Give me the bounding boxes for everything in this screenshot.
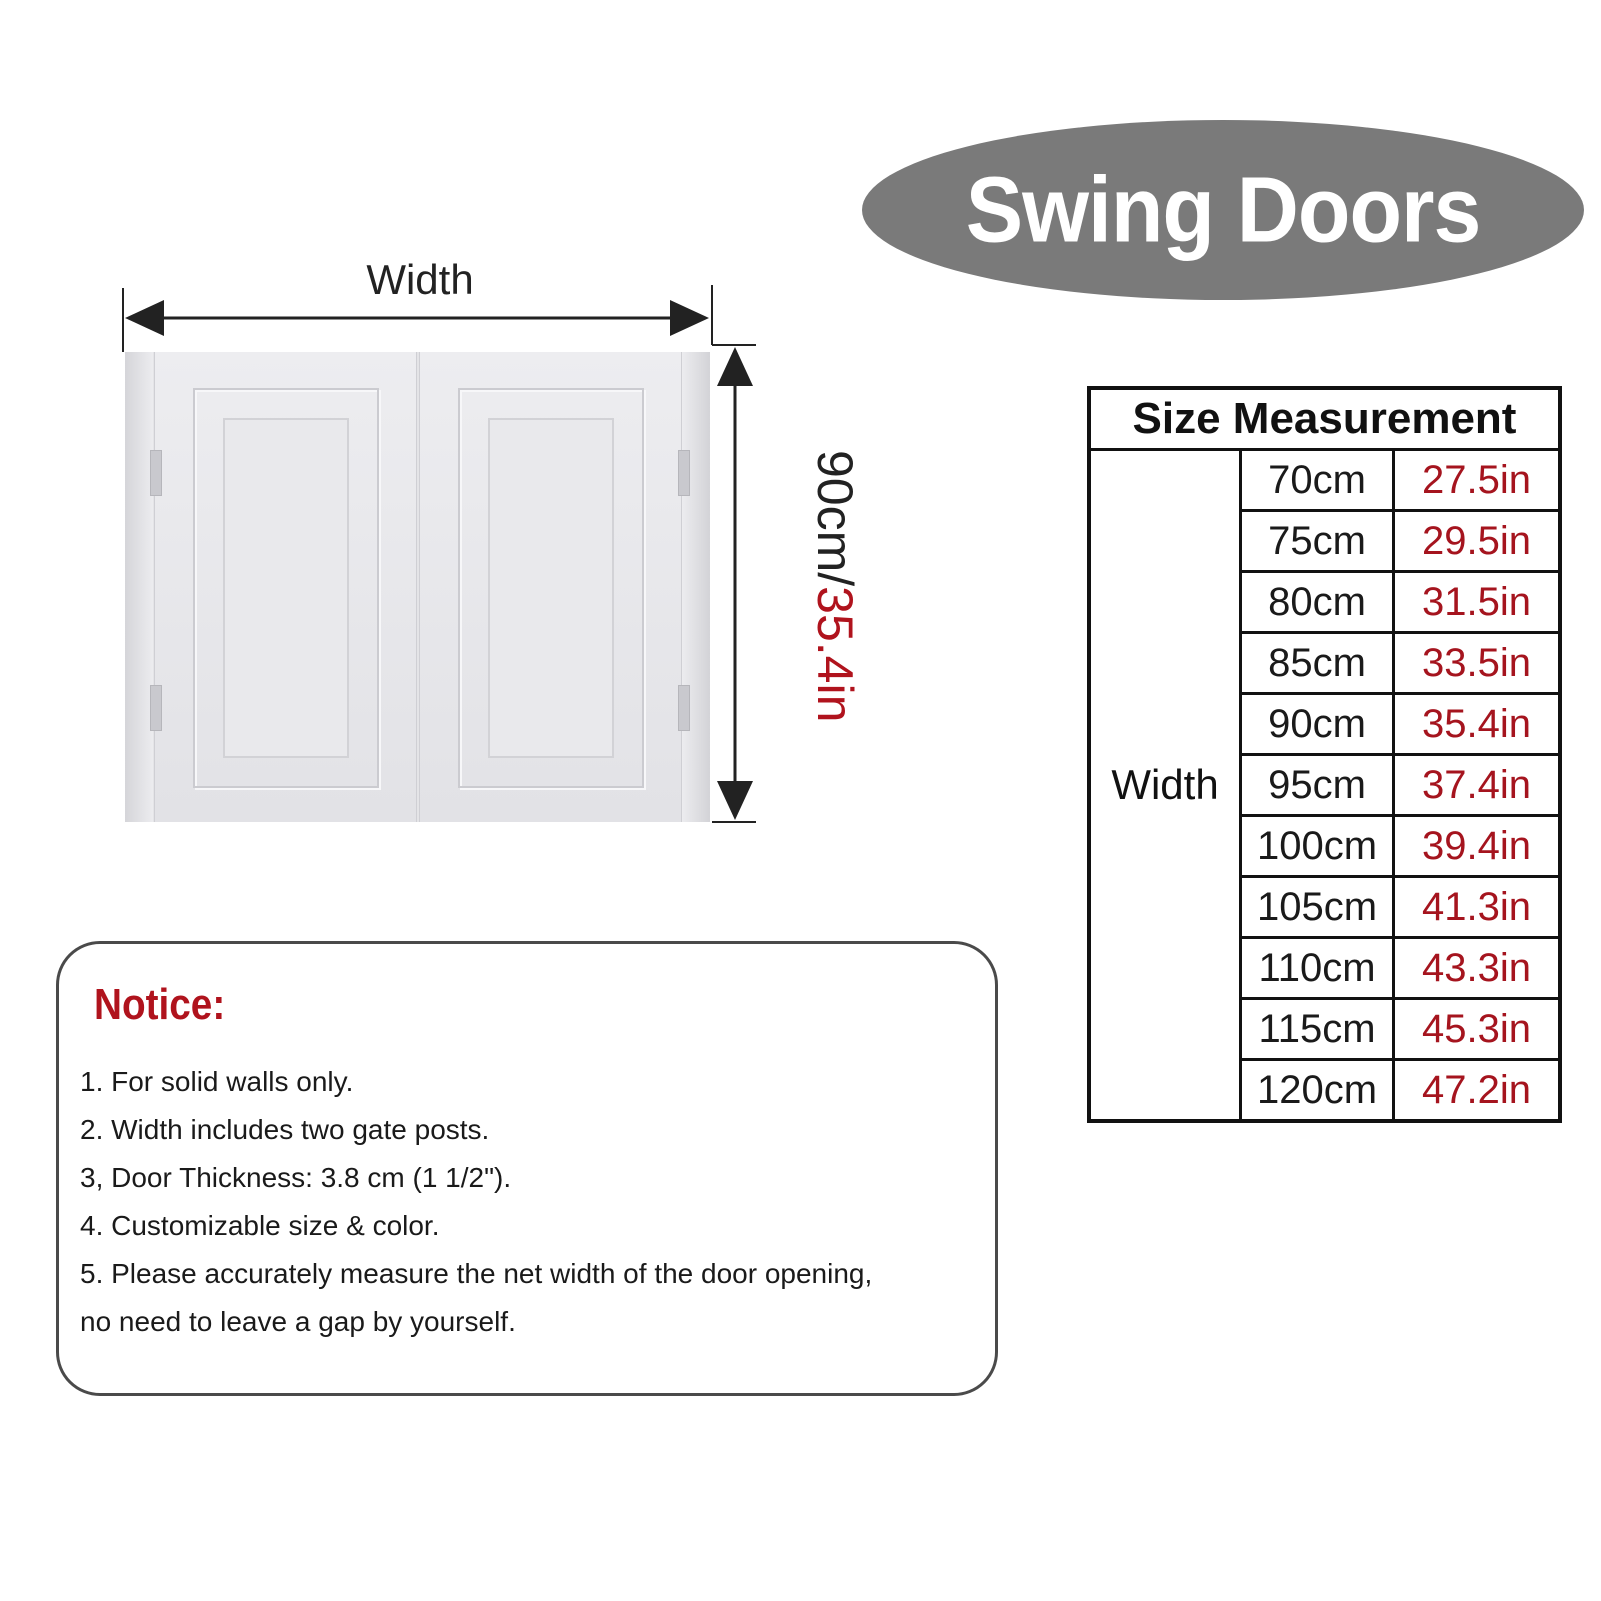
notice-item: 1. For solid walls only. — [80, 1066, 354, 1097]
cm-cell: 105cm — [1241, 877, 1394, 938]
inch-cell: 41.3in — [1394, 877, 1561, 938]
notice-item: 4. Customizable size & color. — [80, 1210, 440, 1241]
size-table-header: Size Measurement — [1089, 388, 1560, 450]
table-row — [1089, 450, 1560, 511]
inch-cell: 29.5in — [1394, 511, 1561, 572]
cm-cell: 110cm — [1241, 938, 1394, 999]
notice-item: 2. Width includes two gate posts. — [80, 1114, 490, 1145]
inch-cell: 33.5in — [1394, 633, 1561, 694]
inch-cell: 37.4in — [1394, 755, 1561, 816]
inch-cell: 35.4in — [1394, 694, 1561, 755]
inch-cell: 47.2in — [1394, 1060, 1561, 1122]
cm-cell: 100cm — [1241, 816, 1394, 877]
notice-item: 5. Please accurately measure the net width of the door opening, — [80, 1258, 873, 1289]
inch-cell: 27.5in — [1394, 450, 1561, 511]
cm-cell: 85cm — [1241, 633, 1394, 694]
cm-cell: 120cm — [1241, 1060, 1394, 1122]
notice-item: 3, Door Thickness: 3.8 cm (1 1/2"). — [80, 1162, 512, 1193]
cm-cell: 115cm — [1241, 999, 1394, 1060]
inch-cell: 31.5in — [1394, 572, 1561, 633]
cm-cell: 70cm — [1241, 450, 1394, 511]
cm-cell: 80cm — [1241, 572, 1394, 633]
cm-cell: 75cm — [1241, 511, 1394, 572]
cm-cell: 90cm — [1241, 694, 1394, 755]
inch-cell: 39.4in — [1394, 816, 1561, 877]
height-cm: 90cm/ — [807, 450, 863, 587]
page-title: Swing Doors — [965, 158, 1481, 262]
width-dimension-label: Width — [366, 256, 474, 303]
row-label-width: Width — [1089, 450, 1241, 1122]
notice-title: Notice: — [94, 980, 226, 1029]
height-dimension-label — [807, 450, 863, 723]
height-in: 35.4in — [807, 586, 863, 723]
size-table — [1087, 386, 1562, 1123]
notice-list — [80, 1058, 1000, 1346]
inch-cell: 45.3in — [1394, 999, 1561, 1060]
inch-cell: 43.3in — [1394, 938, 1561, 999]
cm-cell: 95cm — [1241, 755, 1394, 816]
notice-item: no need to leave a gap by yourself. — [80, 1306, 516, 1337]
